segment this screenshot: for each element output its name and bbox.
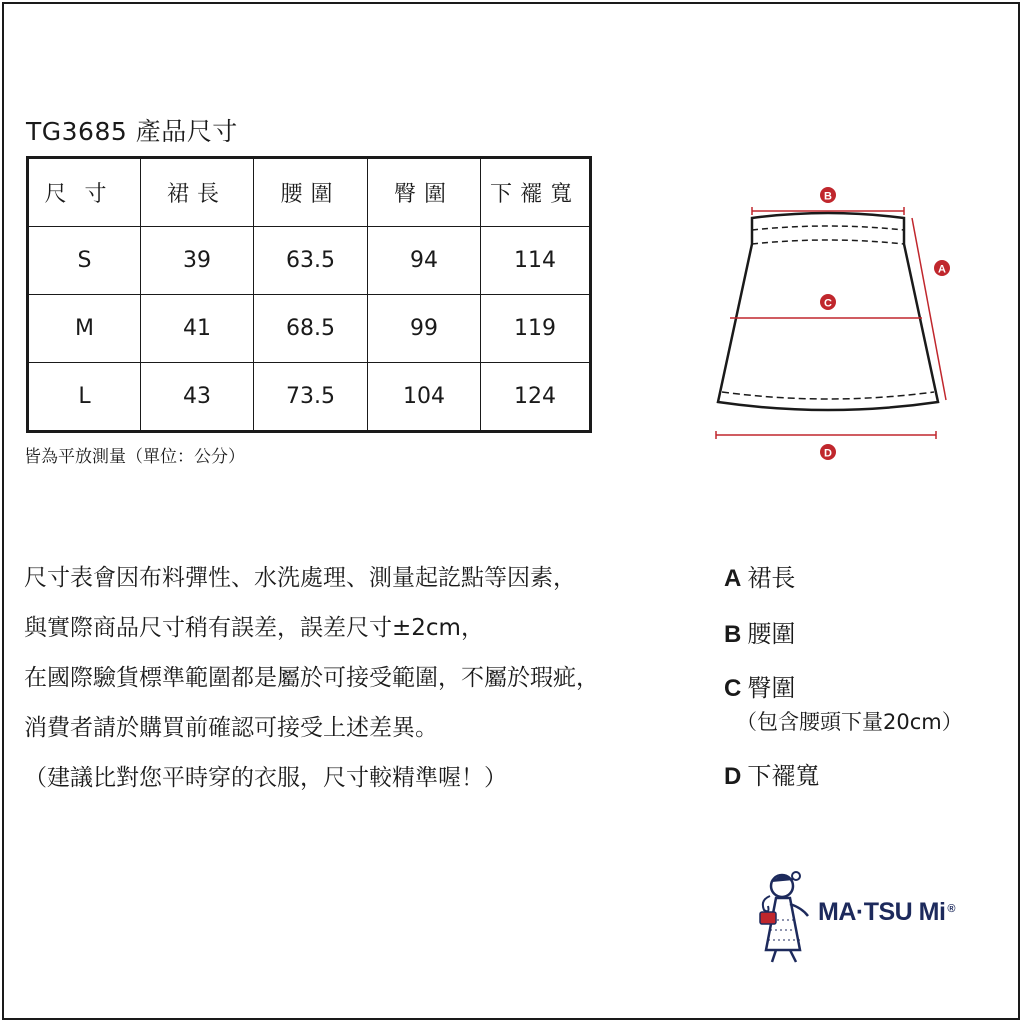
table-cell: 73.5 <box>254 363 368 432</box>
measurement-legend <box>724 558 963 796</box>
table-cell: S <box>28 227 141 295</box>
table-cell: 41 <box>141 295 254 363</box>
brand-logo <box>818 898 955 927</box>
disclaimer-line: 尺寸表會因布料彈性、水洗處理、測量起訖點等因素， <box>24 565 576 591</box>
disclaimer-line: 在國際驗貨標準範圍都是屬於可接受範圍，不屬於瑕疵， <box>24 665 599 691</box>
table-row <box>28 363 591 432</box>
legend-item-c-note: （包含腰頭下量20cm） <box>736 710 963 734</box>
header-waist: 腰圍 <box>254 158 368 227</box>
table-cell: 63.5 <box>254 227 368 295</box>
legend-label: 裙長 <box>747 564 796 592</box>
table-cell: 114 <box>481 227 591 295</box>
header-hem: 下襬寬 <box>481 158 591 227</box>
legend-key: B <box>724 621 742 648</box>
table-cell: 104 <box>368 363 481 432</box>
table-cell: 39 <box>141 227 254 295</box>
table-cell: 124 <box>481 363 591 432</box>
waistband-stitch <box>752 240 904 244</box>
legend-label: 臀圍 <box>747 674 796 702</box>
disclaimer-line: （建議比對您平時穿的衣服，尺寸較精準喔！） <box>24 765 507 791</box>
label-c: C <box>824 297 832 310</box>
header-length: 裙長 <box>141 158 254 227</box>
table-row <box>28 227 591 295</box>
legend-key: C <box>724 675 742 702</box>
legend-label: 下襬寬 <box>747 762 820 790</box>
legend-item-c <box>724 668 963 708</box>
disclaimer-paragraph <box>24 558 704 808</box>
label-d: D <box>824 447 832 460</box>
table-cell: M <box>28 295 141 363</box>
skirt-outline <box>718 213 938 410</box>
table-cell: 68.5 <box>254 295 368 363</box>
label-a: A <box>938 263 946 276</box>
table-header-row <box>28 158 591 227</box>
table-cell: 94 <box>368 227 481 295</box>
legend-key: A <box>724 565 742 592</box>
legend-key: D <box>724 763 742 790</box>
table-cell: L <box>28 363 141 432</box>
skirt-diagram <box>708 180 968 470</box>
table-row <box>28 295 591 363</box>
header-hip: 臀圍 <box>368 158 481 227</box>
table-cell: 99 <box>368 295 481 363</box>
measurement-note: 皆為平放測量（單位：公分） <box>24 447 245 467</box>
legend-item-a <box>724 558 963 598</box>
table-cell: 43 <box>141 363 254 432</box>
size-table <box>26 156 592 433</box>
brand-name: MA·TSU Mi <box>818 898 946 926</box>
disclaimer-line: 消費者請於購買前確認可接受上述差異。 <box>24 715 438 741</box>
disclaimer-line: 與實際商品尺寸稍有誤差，誤差尺寸±2cm， <box>24 615 484 641</box>
legend-label: 腰圍 <box>747 620 796 648</box>
legend-item-b <box>724 614 963 654</box>
registered-mark: ® <box>947 903 956 915</box>
table-cell: 119 <box>481 295 591 363</box>
page-title: TG3685 產品尺寸 <box>26 117 238 146</box>
hem-stitch <box>722 392 934 399</box>
label-b: B <box>824 190 832 203</box>
waistband-stitch <box>752 226 904 230</box>
legend-item-d <box>724 756 963 796</box>
header-size: 尺寸 <box>28 158 141 227</box>
